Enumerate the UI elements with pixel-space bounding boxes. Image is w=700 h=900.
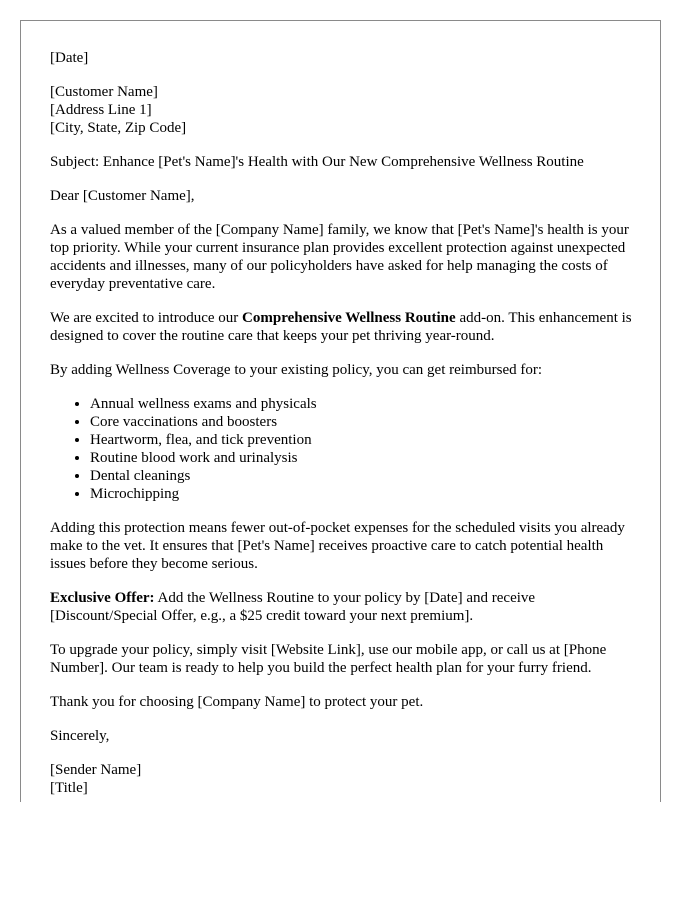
announcement-text-after: add-on. This enhancement is designed to cover the routine care that keeps your pet thriving year-round. xyxy=(50,310,632,344)
intro-paragraph: As a valued member of the [Company Name] family, we know that [Pet's Name]'s health is your top priority. While your current insurance plan provides excellent protection against unexpected accidents and illnesses, many of our policyholders have asked for help managing the costs of everyday preventative care. xyxy=(50,222,629,292)
letter-closing: Sincerely, xyxy=(50,728,110,744)
recipient-city-state-zip: [City, State, Zip Code] xyxy=(50,120,187,136)
product-name: Comprehensive Wellness Routine xyxy=(242,310,456,326)
benefit-item: • Annual wellness exams and physicals xyxy=(90,395,640,413)
recipient-address-line1: [Address Line 1] xyxy=(50,102,152,118)
value-paragraph: Adding this protection means fewer out-of-pocket expenses for the scheduled visits you already make to the vet. It ensures that [Pet's Name] receives proactive care to catch potential health issues before they become serious. xyxy=(50,520,625,572)
announcement-text-before: We are excited to introduce our xyxy=(50,310,243,326)
sender-name: [Sender Name] xyxy=(50,762,142,778)
benefit-item: • Microchipping xyxy=(90,485,640,503)
letter-page xyxy=(20,20,661,802)
signature-block xyxy=(50,761,640,797)
benefit-item: • Core vaccinations and boosters xyxy=(90,413,640,431)
offer-label: Exclusive Offer: xyxy=(50,590,155,606)
letter-subject: Subject: Enhance [Pet's Name]'s Health with Our New Comprehensive Wellness Routine xyxy=(50,154,584,170)
benefit-item: • Routine blood work and urinalysis xyxy=(90,449,640,467)
call-to-action-paragraph: To upgrade your policy, simply visit [Website Link], use our mobile app, or call us at [Phone Number]. Our team is ready to help you build the perfect health plan for your furry friend. xyxy=(50,642,607,676)
benefit-item: • Heartworm, flea, and tick prevention xyxy=(90,431,640,449)
sender-title: [Title] xyxy=(50,780,88,796)
offer-text: Add the Wellness Routine to your policy by [Date] and receive [Discount/Special Offer, e.g., a $25 credit toward your next premium]. xyxy=(50,590,536,624)
announcement-paragraph xyxy=(50,309,640,345)
thanks-paragraph: Thank you for choosing [Company Name] to protect your pet. xyxy=(50,694,424,710)
benefits-intro-paragraph: By adding Wellness Coverage to your existing policy, you can get reimbursed for: xyxy=(50,362,543,378)
offer-paragraph xyxy=(50,589,640,625)
benefit-item: • Dental cleanings xyxy=(90,467,640,485)
letter-salutation: Dear [Customer Name], xyxy=(50,188,195,204)
benefits-list xyxy=(50,395,640,503)
letter-date: [Date] xyxy=(50,50,89,66)
letter-body xyxy=(50,49,640,802)
recipient-name: [Customer Name] xyxy=(50,84,158,100)
recipient-address xyxy=(50,83,640,137)
